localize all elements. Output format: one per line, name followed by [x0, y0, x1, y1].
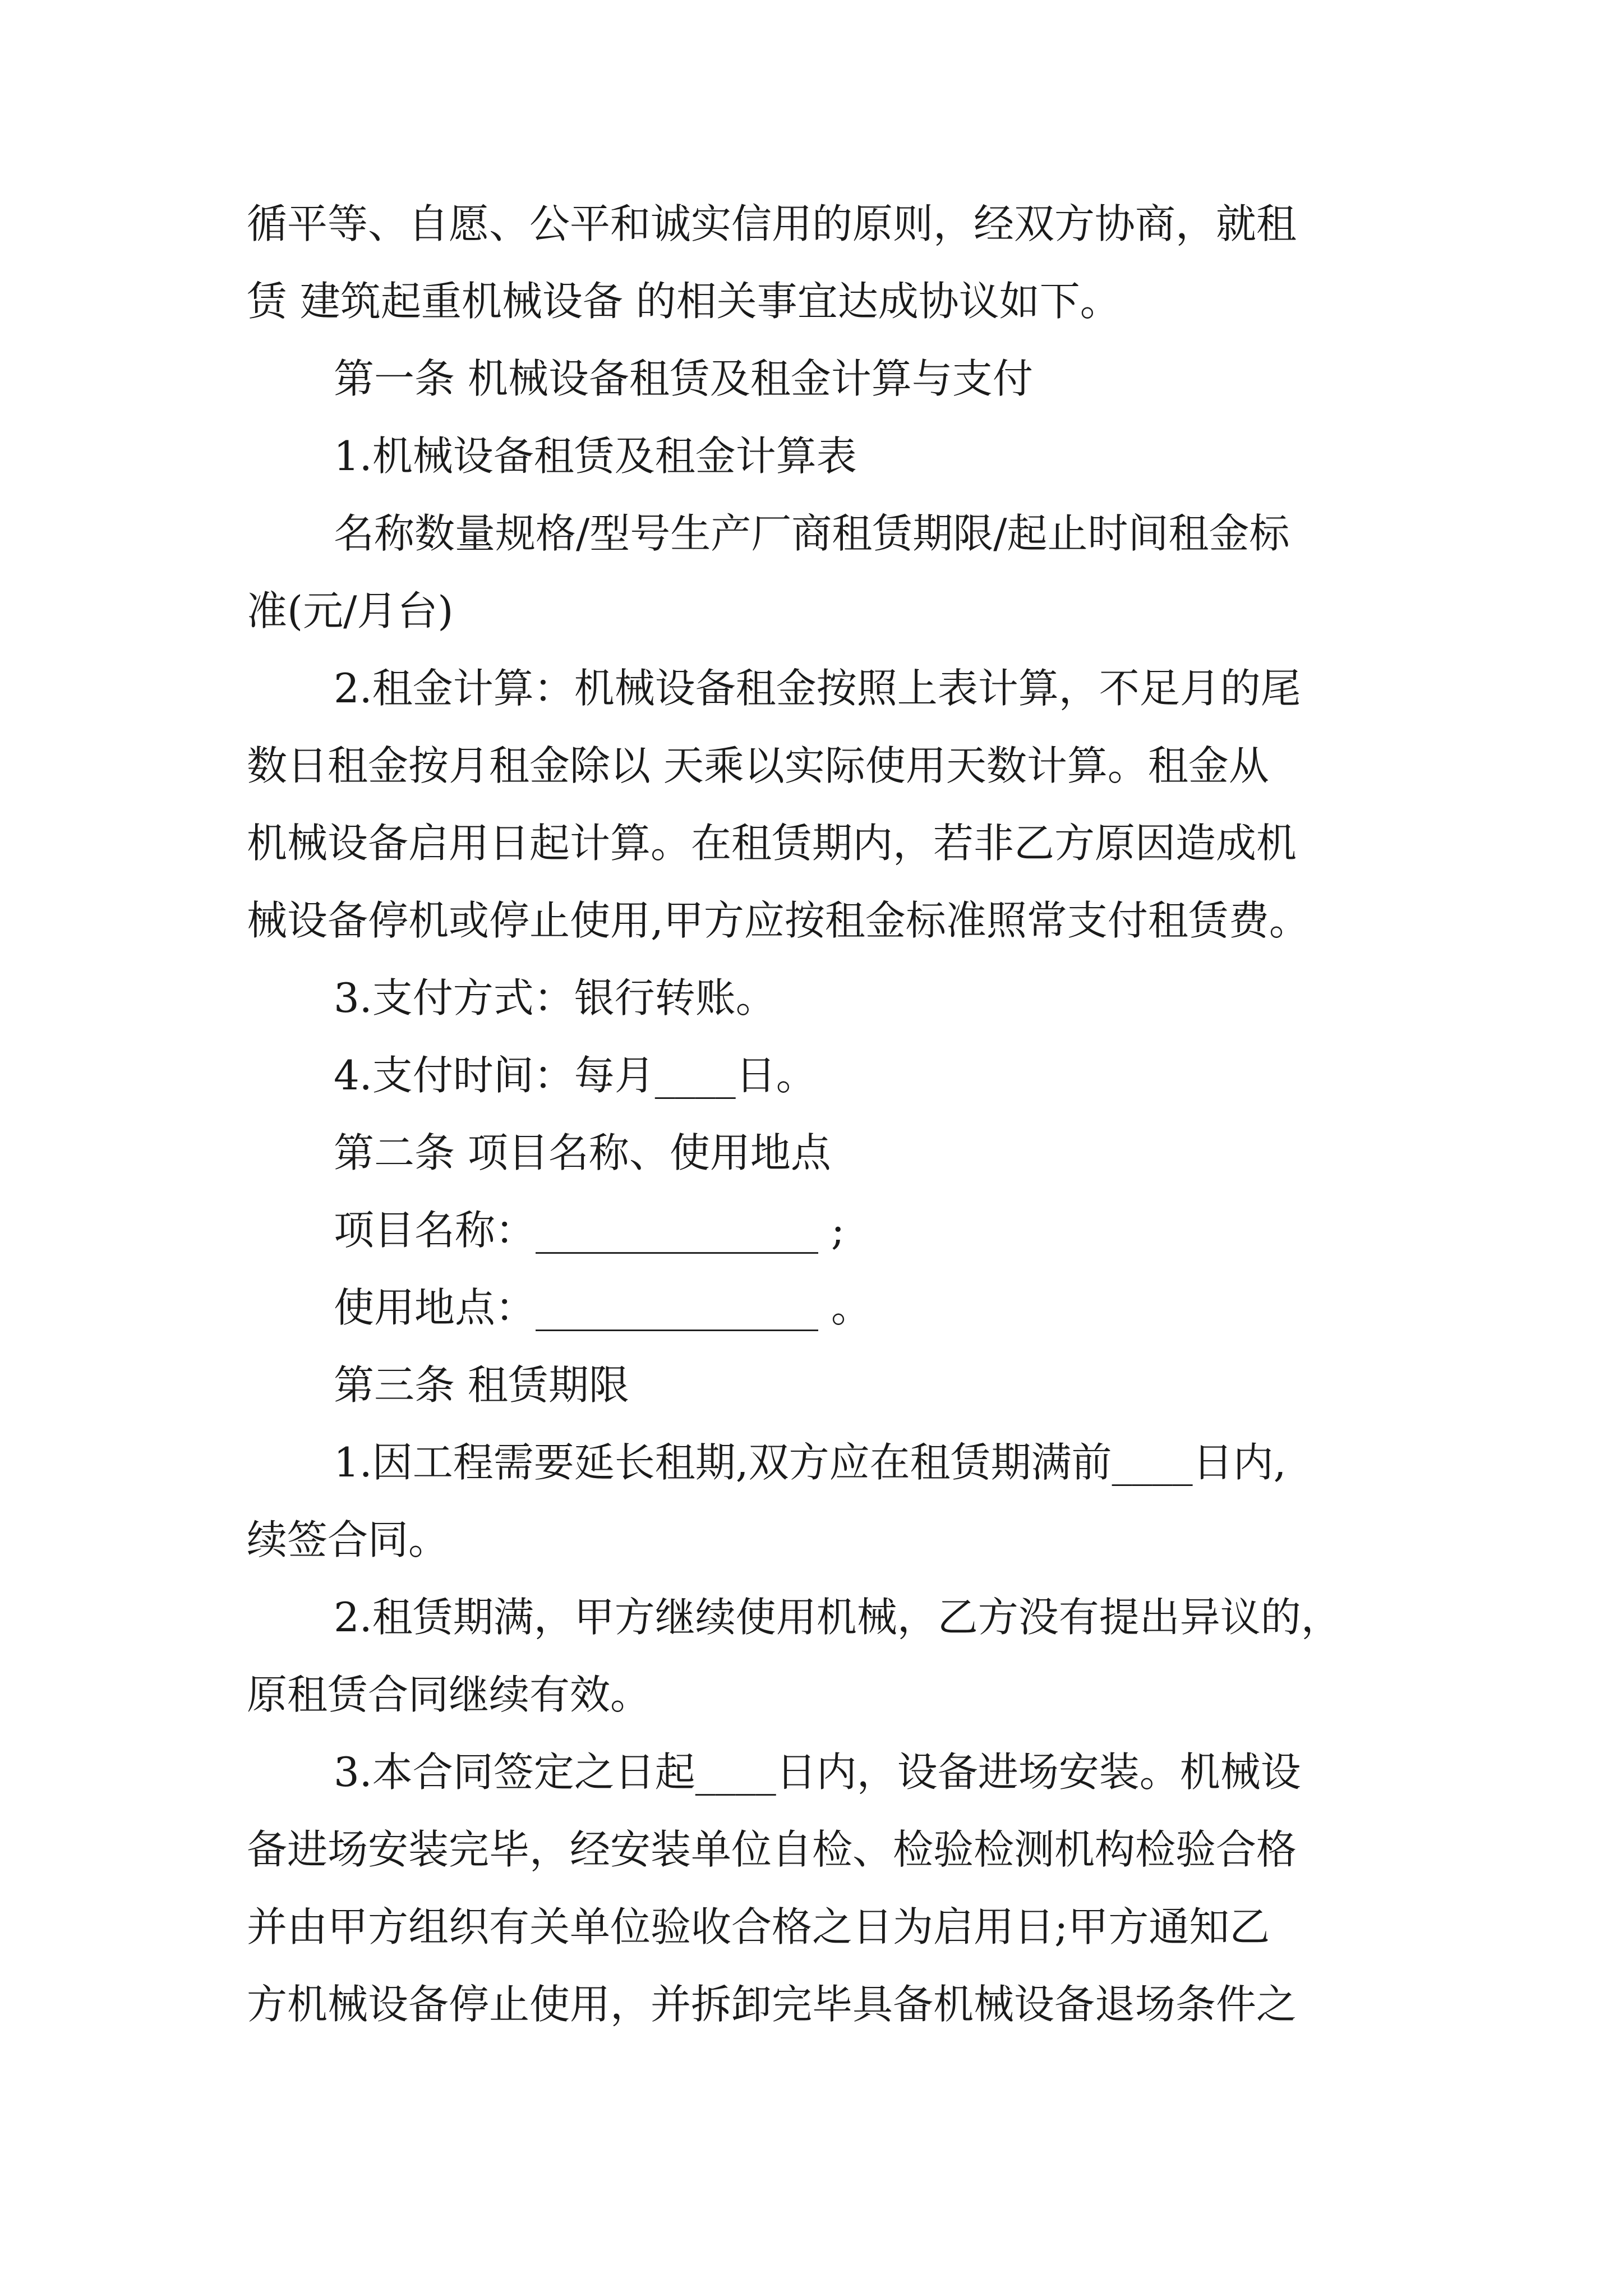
text-line: 第一条 机械设备租赁及租金计算与支付	[334, 355, 1033, 402]
text-line: 并由甲方组织有关单位验收合格之日为启用日;甲方通知乙	[247, 1903, 1270, 1950]
text-line: 赁 建筑起重机械设备 的相关事宜达成协议如下。	[247, 278, 1121, 325]
text-line: 第三条 租赁期限	[334, 1361, 629, 1409]
text-line: 准(元/月台)	[247, 587, 454, 634]
text-line: 名称数量规格/型号生产厂商租赁期限/起止时间租金标	[334, 510, 1290, 557]
text-line: 3.支付方式：银行转账。	[334, 974, 776, 1022]
text-line: 1.机械设备租赁及租金计算表	[334, 432, 857, 480]
text-line: 2.租赁期满，甲方继续使用机械，乙方没有提出异议的，	[334, 1594, 1341, 1641]
text-line: 2.租金计算：机械设备租金按照上表计算，不足月的尾	[334, 665, 1301, 712]
text-line: 备进场安装完毕，经安装单位自检、检验检测机构检验合格	[247, 1826, 1297, 1873]
text-line: 续签合同。	[247, 1516, 449, 1563]
text-line: 方机械设备停止使用，并拆卸完毕具备机械设备退场条件之	[247, 1981, 1297, 2028]
text-line: 4.支付时间：每月____日。	[334, 1052, 817, 1099]
text-line: 项目名称：______________ ;	[334, 1207, 845, 1254]
text-line: 1.因工程需要延长租期,双方应在租赁期满前____日内,	[334, 1439, 1287, 1486]
text-line: 第二条 项目名称、使用地点	[334, 1129, 831, 1176]
text-line: 数日租金按月租金除以 天乘以实际使用天数计算。租金从	[247, 742, 1269, 789]
text-line: 机械设备启用日起计算。在租赁期内，若非乙方原因造成机	[247, 820, 1297, 867]
text-line: 循平等、自愿、公平和诚实信用的原则，经双方协商，就租	[247, 200, 1297, 247]
text-line: 使用地点：______________ 。	[334, 1284, 872, 1331]
document-body	[247, 185, 1380, 2043]
text-line: 械设备停机或停止使用,甲方应按租金标准照常支付租赁费。	[247, 897, 1310, 944]
text-line: 原租赁合同继续有效。	[247, 1671, 651, 1718]
text-line: 3.本合同签定之日起____日内，设备进场安装。机械设	[334, 1749, 1301, 1796]
